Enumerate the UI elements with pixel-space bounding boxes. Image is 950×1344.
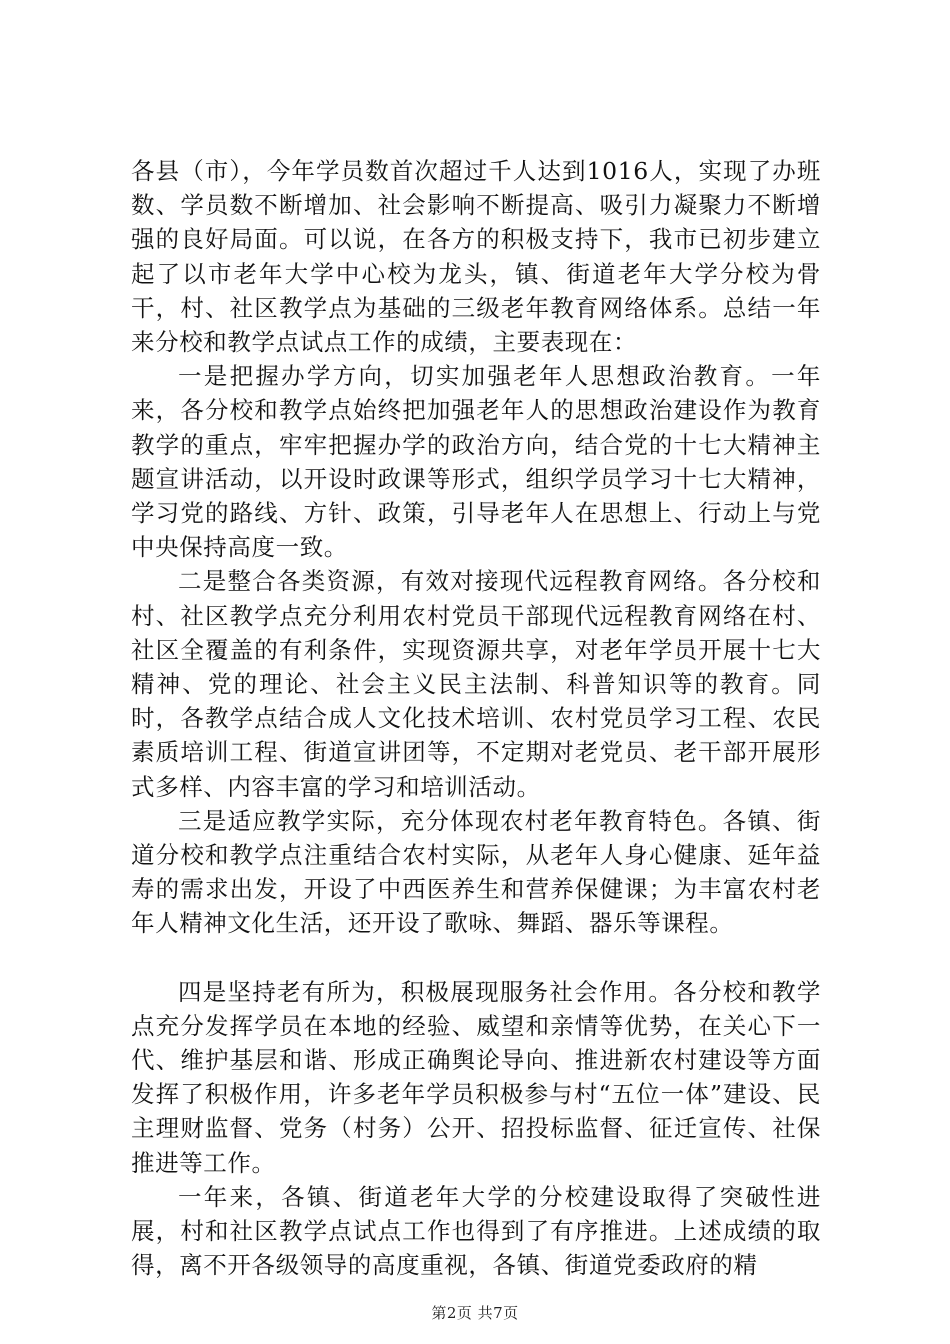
page-number-footer: 第2页 共7页 — [431, 1304, 519, 1322]
paragraph-point-one: 一是把握办学方向，切实加强老年人思想政治教育。一年来，各分校和教学点始终把加强老年人的思想政治建设作为教育教学的重点，牢牢把握办学的政治方向，结合党的十七大精神主题宣讲活动，以开设时政课等形式，组织学员学习十七大精神，学习党的路线、方针、政策，引导老年人在思想上、行动上与党中央保持高度一致。 — [131, 362, 821, 562]
document-body — [131, 154, 821, 1283]
paragraph-point-three: 三是适应教学实际，充分体现农村老年教育特色。各镇、街道分校和教学点注重结合农村实际，从老年人身心健康、延年益寿的需求出发，开设了中西医养生和营养保健课；为丰富农村老年人精神文化生活，还开设了歌咏、舞蹈、器乐等课程。 — [131, 806, 821, 938]
paragraph-intro: 各县（市），今年学员数首次超过千人达到1016人，实现了办班数、学员数不断增加、社会影响不断提高、吸引力凝聚力不断增强的良好局面。可以说，在各方的积极支持下，我市已初步建立起了以市老年大学中心校为龙头，镇、街道老年大学分校为骨干，村、社区教学点为基础的三级老年教育网络体系。总结一年来分校和教学点试点工作的成绩，主要表现在： — [131, 157, 821, 357]
paragraph-point-two: 二是整合各类资源，有效对接现代远程教育网络。各分校和村、社区教学点充分利用农村党员干部现代远程教育网络在村、社区全覆盖的有利条件，实现资源共享，对老年学员开展十七大精神、党的理论、社会主义民主法制、科普知识等的教育。同时，各教学点结合成人文化技术培训、农村党员学习工程、农民素质培训工程、街道宣讲团等，不定期对老党员、老干部开展形式多样、内容丰富的学习和培训活动。 — [131, 567, 821, 801]
paragraph-spacer — [131, 941, 821, 975]
paragraph-summary: 一年来，各镇、街道老年大学的分校建设取得了突破性进展，村和社区教学点试点工作也得到了有序推进。上述成绩的取得，离不开各级领导的高度重视，各镇、街道党委政府的精 — [131, 1182, 821, 1280]
paragraph-point-four: 四是坚持老有所为，积极展现服务社会作用。各分校和教学点充分发挥学员在本地的经验、威望和亲情等优势，在关心下一代、维护基层和谐、形成正确舆论导向、推进新农村建设等方面发挥了积极作用，许多老年学员积极参与村“五位一体”建设、民主理财监督、党务（村务）公开、招投标监督、征迁宣传、社保推进等工作。 — [131, 977, 821, 1177]
